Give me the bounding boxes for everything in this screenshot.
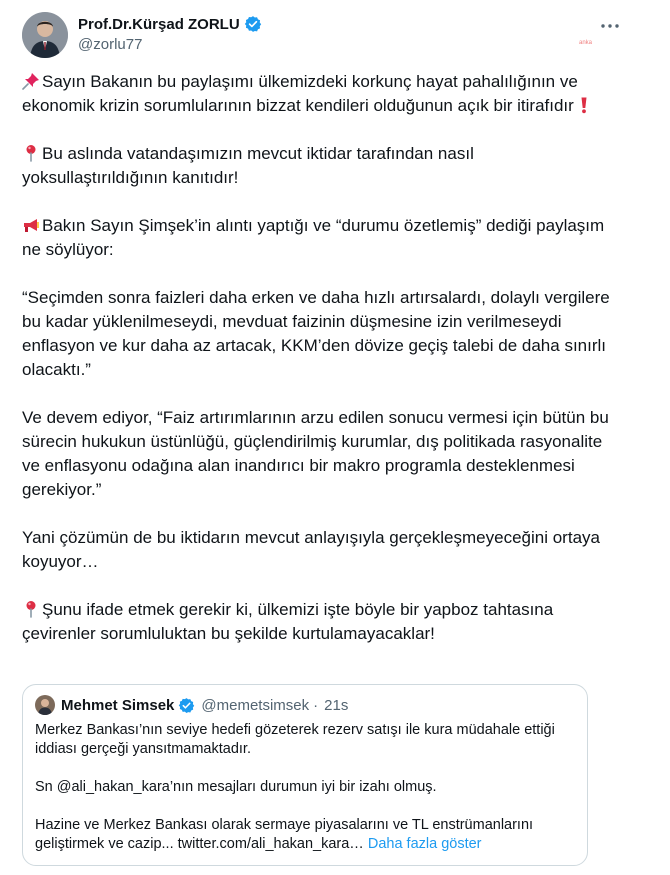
quoted-tweet-header — [35, 695, 348, 715]
tweet-paragraph-1 — [22, 70, 622, 118]
tweet-paragraph-3-text: Bakın Sayın Şimşek’in alıntı yaptığı ve “durumu özetlemiş” dediği paylaşım ne söylüyor: — [22, 216, 609, 259]
tweet-paragraph-3 — [22, 214, 622, 262]
tweet-paragraph-2-text: Bu aslında vatandaşımızın mevcut iktidar tarafından nasıl yoksullaştırıldığının kanıtıdır! — [22, 144, 479, 187]
tweet-paragraph-5: Ve devem ediyor, “Faiz artırımlarının arzu edilen sonucu vermesi için bütün bu sürecin hukukun üstünlüğü, güçlendirilmiş kurumlar, dış politikada rasyonalite ve enflasyonu odağına alan inandırıcı bir makro programla desteklenmesi gerekiyor.” — [22, 408, 614, 499]
quoted-separator: · — [313, 696, 319, 714]
pushpin-icon — [22, 72, 40, 90]
quoted-tweet[interactable] — [22, 684, 588, 866]
quoted-paragraph-1: Merkez Bankası’nın seviye hedefi gözeterek rezerv satışı ile kura müdahale ettiği iddiası gerçeği yansıtmamaktadır. — [35, 722, 555, 757]
round-pushpin-icon — [22, 600, 40, 618]
tweet-paragraph-7 — [22, 598, 622, 646]
tweet-paragraph-4: “Seçimden sonra faizleri daha erken ve daha hızlı artırsalardı, dolaylı vergilere bu kadar yüklenilmeseydi, mevduat faizinin düşmesine izin verilmeseydi enflasyon ve kur daha az artacak, KKM’den dövize geçiş talebi de daha sınırlı olacaktı.” — [22, 288, 615, 379]
show-more-link[interactable]: Daha fazla göster — [367, 836, 482, 852]
quoted-paragraph-3-text: Hazine ve Merkez Bankası olarak sermaye piyasalarını ve TL enstrümanlarını geliştirmek ve cazip... twitter.com/ali_hakan_kara… — [35, 817, 534, 852]
tweet-paragraph-2 — [22, 142, 622, 190]
author-name-text[interactable]: Prof.Dr.Kürşad ZORLU — [78, 15, 240, 33]
quoted-author-name[interactable]: Mehmet Simsek — [61, 696, 175, 714]
megaphone-icon — [22, 216, 40, 234]
quoted-paragraph-2: Sn @ali_hakan_kara’nın mesajları durumun iyi bir izahı olmuş. — [35, 779, 437, 795]
tweet-paragraph-6: Yani çözümün de bu iktidarın mevcut anlayışıyla gerçekleşmeyeceğini ortaya koyuyor… — [22, 528, 605, 571]
tweet-text — [22, 70, 622, 670]
quoted-author-avatar[interactable] — [35, 695, 55, 715]
tweet-paragraph-7-text: Şunu ifade etmek gerekir ki, ülkemizi işte böyle bir yapboz tahtasına çevirenler sorumluluktan bu şekilde kurtulamayacaklar! — [22, 600, 558, 643]
author-handle[interactable]: @zorlu77 — [78, 36, 143, 53]
round-pushpin-icon — [22, 144, 40, 162]
author-name[interactable] — [78, 15, 262, 33]
more-options-icon[interactable] — [598, 14, 622, 38]
quoted-author-handle[interactable]: @memetsimsek — [201, 696, 310, 714]
quoted-paragraph-3 — [35, 816, 580, 854]
watermark: anka — [578, 40, 592, 46]
quoted-verified-badge-icon — [178, 697, 195, 714]
author-avatar[interactable] — [22, 12, 68, 58]
tweet-paragraph-1-text: Sayın Bakanın bu paylaşımı ülkemizdeki korkunç hayat pahalılığının ve ekonomik krizin sorumlularının bizzat kendileri olduğunun açık bir itirafıdır — [22, 72, 583, 115]
tweet-header — [22, 12, 622, 60]
quoted-tweet-text — [35, 721, 580, 873]
verified-badge-icon — [244, 15, 262, 33]
exclamation-icon — [579, 96, 597, 114]
quoted-timestamp[interactable]: 21s — [324, 696, 349, 714]
